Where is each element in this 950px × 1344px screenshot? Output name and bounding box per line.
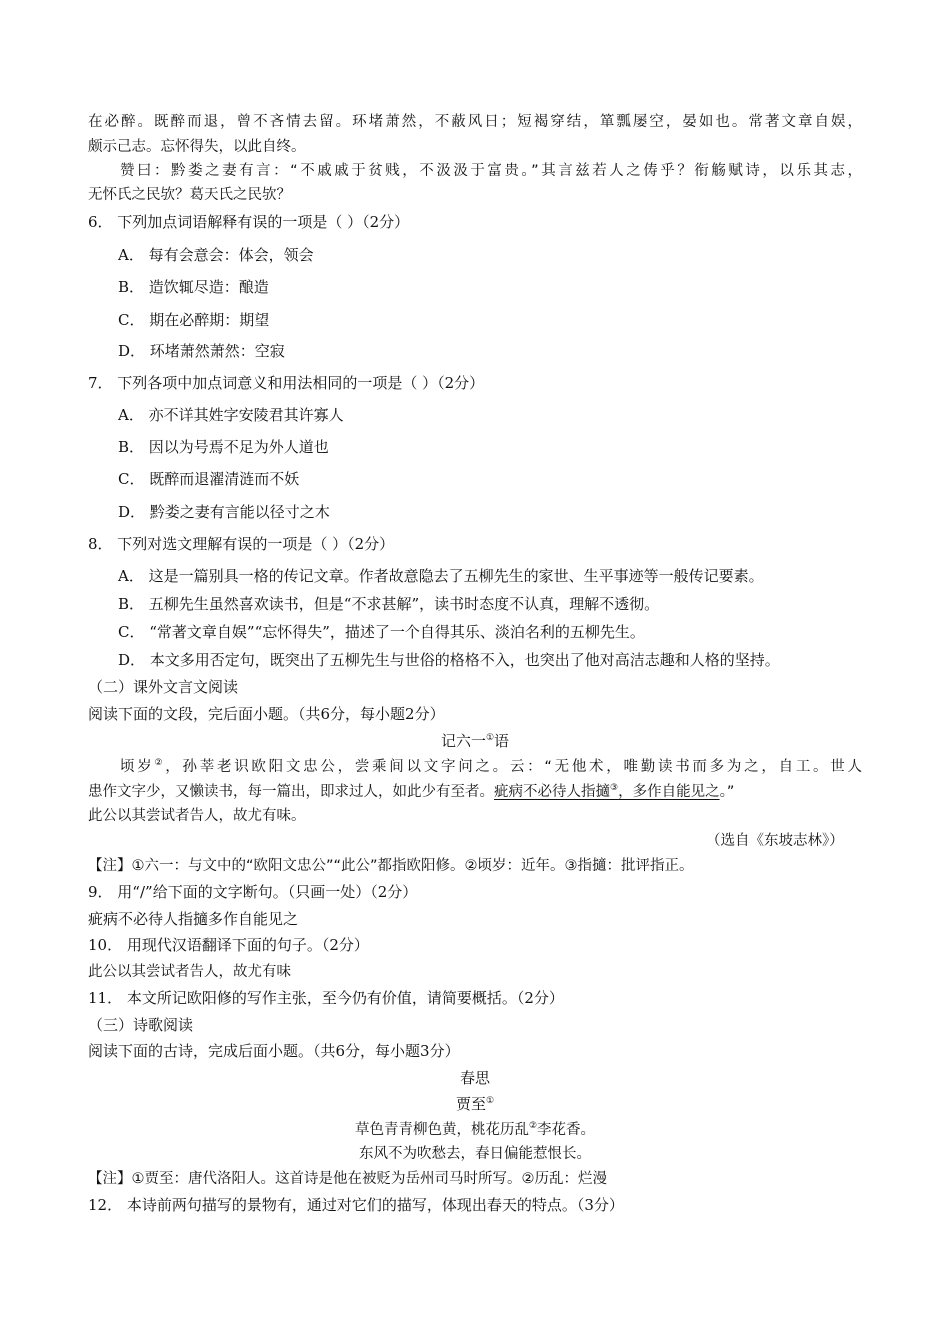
question-7-option-d: D． 黔娄之妻有言能以径寸之木 — [118, 503, 330, 521]
question-8-stem: 8． 下列对选文理解有误的一项是（ ）（2分） — [88, 535, 395, 553]
poem-line: 东风不为吹愁去，春日偏能惹恨长。 — [359, 1146, 591, 1162]
passage-source: （选自《东坡志林》） — [706, 833, 844, 849]
passage-line: 在必醉。既醉而退，曾不吝情去留。环堵萧然，不蔽风日；短褐穿结，箪瓢屡空，晏如也。常著文章自娱， — [88, 114, 862, 130]
question-6-option-c: C． 期在必醉期：期望 — [118, 311, 270, 329]
section-3-instruction: 阅读下面的古诗，完成后面小题。（共6分，每小题3分） — [88, 1042, 460, 1060]
underlined-sentence: 疵病不必待人指擿③，多作自能见之 — [494, 783, 720, 800]
passage-paragraph-line: 此公以其尝试者告人，故尤有味。 — [88, 808, 306, 824]
question-9-text: 疵病不必待人指擿多作自能见之 — [88, 910, 299, 928]
poem-line: 草色青青柳色黄，桃花历乱②李花香。 — [354, 1121, 596, 1138]
passage-paragraph-line: 顷岁②，孙莘老识欧阳文忠公，尝乘间以文字问之。云：“无他术，唯勤读书而多为之，自工。世人 — [120, 758, 863, 775]
section-2-heading: （二）课外文言文阅读 — [88, 678, 239, 696]
passage-note: 【注】①六一：与文中的“欧阳文忠公”“此公”都指欧阳修。②顷岁：近年。③指擿：批评指正。 — [88, 858, 694, 874]
question-9-stem: 9． 用“/”给下面的文字断句。（只画一处）（2分） — [88, 883, 418, 901]
question-6-stem: 6． 下列加点词语解释有误的一项是（ ）（2分） — [88, 213, 410, 231]
question-8-option-c: C． “常著文章自娱”“忘怀得失”，描述了一个自得其乐、淡泊名利的五柳先生。 — [118, 623, 645, 641]
question-7-option-a: A． 亦不详其姓字安陵君其许寡人 — [118, 406, 344, 424]
section-2-instruction: 阅读下面的文段，完后面小题。（共6分，每小题2分） — [88, 705, 445, 723]
question-8-option-d: D． 本文多用否定句，既突出了五柳先生与世俗的格格不入，也突出了他对高洁志趣和人格的坚持。 — [118, 651, 780, 669]
passage-paragraph-line: 患作文字少，又懒读书，每一篇出，即求过人，如此少有至者。疵病不必待人指擿③，多作自能见之。” — [88, 783, 735, 800]
question-7-option-c: C． 既醉而退濯清涟而不妖 — [118, 470, 300, 488]
question-8-option-b: B． 五柳先生虽然喜欢读书，但是“不求甚解”，读书时态度不认真，理解不透彻。 — [118, 595, 660, 613]
question-8-option-a: A． 这是一篇别具一格的传记文章。作者故意隐去了五柳先生的家世、生平事迹等一般传记要素。 — [118, 567, 764, 585]
passage-line: 无怀氏之民欤？葛天氏之民欤？ — [88, 187, 291, 203]
passage-title: 记六一①语 — [440, 732, 510, 750]
poem-title: 春思 — [459, 1069, 490, 1087]
section-3-heading: （三）诗歌阅读 — [88, 1016, 194, 1034]
question-6-option-b: B． 造饮辄尽造：酿造 — [118, 278, 269, 296]
question-6-option-d: D． 环堵萧然萧然：空寂 — [118, 342, 285, 360]
question-11-stem: 11． 本文所记欧阳修的写作主张，至今仍有价值，请简要概括。（2分） — [88, 989, 564, 1007]
passage-line: 颇示己志。忘怀得失，以此自终。 — [88, 139, 306, 155]
question-12-stem: 12． 本诗前两句描写的景物有，通过对它们的描写，体现出春天的特点。（3分） — [88, 1196, 624, 1214]
question-7-option-b: B． 因以为号焉不足为外人道也 — [118, 438, 329, 456]
question-6-option-a: A． 每有会意会：体会，领会 — [118, 246, 314, 264]
question-10-text: 此公以其尝试者告人，故尤有味 — [88, 964, 291, 980]
question-7-stem: 7． 下列各项中加点词意义和用法相同的一项是（ ）（2分） — [88, 374, 485, 392]
question-10-stem: 10． 用现代汉语翻译下面的句子。（2分） — [88, 936, 369, 954]
passage-line: 赞曰：黔娄之妻有言：“不戚戚于贫贱，不汲汲于富贵。”其言兹若人之俦乎？衔觞赋诗，以乐其志， — [120, 163, 862, 179]
poem-note: 【注】①贾至：唐代洛阳人。这首诗是他在被贬为岳州司马时所写。②历乱：烂漫 — [88, 1171, 607, 1187]
poem-author: 贾至① — [455, 1095, 495, 1113]
